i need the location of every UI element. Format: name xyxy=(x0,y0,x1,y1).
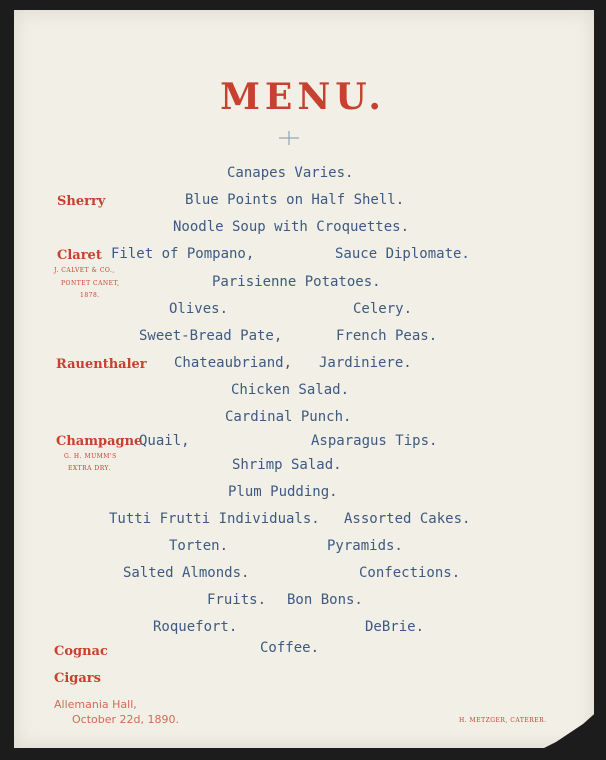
dish-celery: Celery. xyxy=(353,301,413,317)
dish-assorted-cakes: Assorted Cakes. xyxy=(344,511,471,527)
claret-note-vintage: 1878. xyxy=(80,292,100,299)
dish-sweetbread: Sweet-Bread Pate, xyxy=(139,328,283,344)
menu-title: MENU. xyxy=(220,76,386,118)
dish-french-peas: French Peas. xyxy=(336,328,438,344)
dish-asparagus-tips: Asparagus Tips. xyxy=(311,433,438,449)
cross-ornament-icon xyxy=(279,130,299,146)
dish-chateaubriand: Chateaubriand, xyxy=(174,355,293,371)
claret-note-producer: J. CALVET & CO., xyxy=(54,267,115,274)
footer-venue: Allemania Hall, xyxy=(54,698,137,711)
dish-canapes: Canapes Varies. xyxy=(227,165,354,181)
extra-cigars: Cigars xyxy=(54,671,101,686)
dish-torten: Torten. xyxy=(169,538,229,554)
dish-pyramids: Pyramids. xyxy=(327,538,403,554)
dish-confections: Confections. xyxy=(359,565,461,581)
footer-date: October 22d, 1890. xyxy=(72,713,179,726)
dish-debrie: DeBrie. xyxy=(365,619,425,635)
dish-plum-pudding: Plum Pudding. xyxy=(228,484,338,500)
dish-chicken-salad: Chicken Salad. xyxy=(231,382,350,398)
champagne-note-style: EXTRA DRY. xyxy=(68,465,111,472)
dish-potatoes: Parisienne Potatoes. xyxy=(212,274,381,290)
dish-olives: Olives. xyxy=(169,301,229,317)
dish-shrimp-salad: Shrimp Salad. xyxy=(232,457,342,473)
champagne-note-brand: G. H. MUMM'S xyxy=(64,453,117,460)
dish-cardinal-punch: Cardinal Punch. xyxy=(225,409,352,425)
wine-sherry: Sherry xyxy=(57,194,106,209)
dish-blue-points: Blue Points on Half Shell. xyxy=(185,192,405,208)
dish-coffee: Coffee. xyxy=(260,640,320,656)
dish-noodle-soup: Noodle Soup with Croquettes. xyxy=(173,219,410,235)
wine-rauenthaler: Rauenthaler xyxy=(56,357,147,372)
dish-sauce-diplomate: Sauce Diplomate. xyxy=(335,246,470,262)
dish-jardiniere: Jardiniere. xyxy=(319,355,412,371)
claret-note-estate: PONTET CANET, xyxy=(61,280,120,287)
menu-card xyxy=(14,10,594,748)
dish-roquefort: Roquefort. xyxy=(153,619,238,635)
dish-pompano: Filet of Pompano, xyxy=(111,246,255,262)
dish-salted-almonds: Salted Almonds. xyxy=(123,565,250,581)
footer-caterer: H. METZGER, CATERER. xyxy=(459,717,547,724)
wine-claret: Claret xyxy=(57,248,102,263)
dish-bon-bons: Bon Bons. xyxy=(287,592,363,608)
dish-quail: Quail, xyxy=(139,433,190,449)
extra-cognac: Cognac xyxy=(54,644,108,659)
dish-fruits: Fruits. xyxy=(207,592,267,608)
wine-champagne: Champagne xyxy=(56,434,143,449)
dish-tutti-frutti: Tutti Frutti Individuals. xyxy=(109,511,320,527)
